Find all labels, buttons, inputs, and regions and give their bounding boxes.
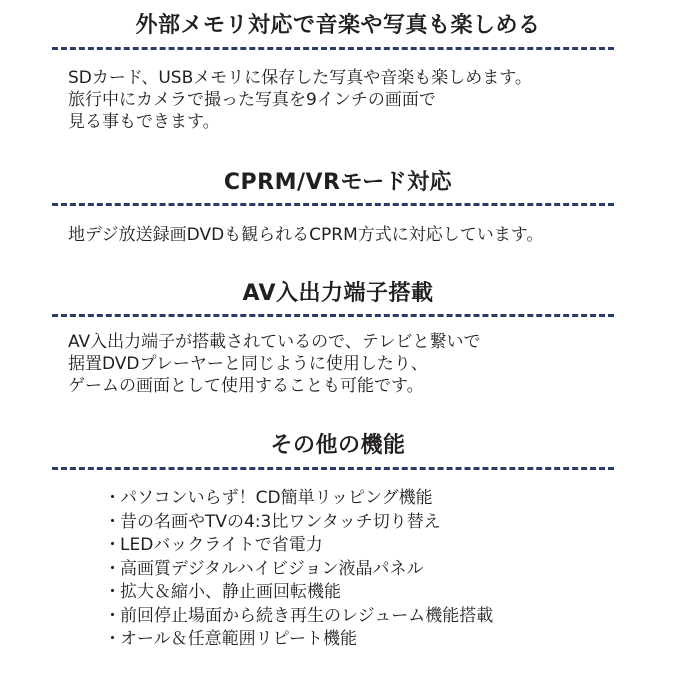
feature-item: [104, 511, 624, 535]
bullet-mark: ・: [104, 558, 121, 579]
feature-text: 拡大＆縮小、静止画回転機能: [120, 582, 341, 602]
feature-list: [104, 487, 624, 652]
section-divider: [52, 314, 614, 317]
feature-text: オール＆任意範囲リピート機能: [120, 629, 357, 649]
description-line: 旅行中にカメラで撮った写真を9インチの画面で: [68, 90, 436, 110]
feature-item: [104, 628, 624, 652]
bullet-mark: ・: [104, 511, 121, 532]
feature-text: 前回停止場面から続き再生のレジューム機能搭載: [120, 605, 494, 626]
description-line: AV入出力端子が搭載されているので、テレビと繋いで: [68, 332, 481, 352]
section-heading-external-memory: 外部メモリ対応で音楽や写真も楽しめる: [135, 13, 541, 38]
section-divider: [52, 203, 614, 206]
bullet-mark: ・: [104, 629, 121, 649]
section-heading-other-features: その他の機能: [270, 433, 406, 458]
description-line: 据置DVDプレーヤーと同じように使用したり、: [68, 354, 428, 374]
feature-item: [104, 605, 624, 629]
description-line: ゲームの画面として使用することも可能です。: [68, 376, 424, 396]
bullet-mark: ・: [104, 488, 121, 508]
bullet-mark: ・: [104, 605, 121, 626]
feature-item: [104, 581, 624, 605]
section-heading-cprm: CPRM/VRモード対応: [223, 170, 453, 195]
section-divider: [52, 47, 614, 50]
section-description-cprm: [68, 224, 628, 246]
section-divider: [52, 467, 614, 470]
bullet-mark: ・: [104, 582, 121, 602]
section-heading-av-io: AV入出力端子搭載: [242, 281, 434, 306]
feature-item: [104, 534, 624, 558]
feature-item: [104, 558, 624, 582]
bullet-mark: ・: [104, 535, 121, 555]
description-line: 地デジ放送録画DVDも観られるCPRM方式に対応しています。: [68, 225, 544, 245]
section-description-external-memory: [68, 67, 628, 133]
feature-item: [104, 487, 624, 511]
feature-text: LEDバックライトで省電力: [120, 535, 323, 555]
feature-text: パソコンいらず！CD簡単リッピング機能: [120, 488, 433, 508]
section-description-av-io: [68, 331, 628, 397]
feature-text: 昔の名画やTVの4:3比ワンタッチ切り替え: [120, 511, 441, 532]
description-line: SDカード、USBメモリに保存した写真や音楽も楽しめます。: [68, 68, 532, 88]
feature-text: 高画質デジタルハイビジョン液晶パネル: [120, 558, 424, 579]
description-line: 見る事もできます。: [68, 112, 220, 132]
